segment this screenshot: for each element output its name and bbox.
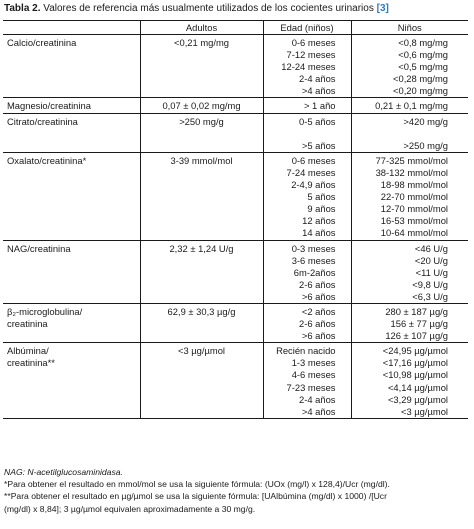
adult-value-cell — [140, 303, 263, 342]
child-value: 280 ± 187 µg/g — [385, 305, 448, 317]
parameter-cell — [3, 98, 140, 113]
table-caption — [4, 2, 389, 16]
spacer-line — [352, 128, 449, 140]
child-value: >420 mg/g — [403, 115, 448, 127]
age-range: Recién nacido — [276, 345, 336, 357]
citation-link[interactable]: [3] — [376, 3, 389, 14]
adult-value-cell — [140, 343, 263, 419]
parameter-name: creatinina** — [7, 357, 55, 369]
adult-value-cell — [140, 240, 263, 303]
child-value: <0,20 mg/mg — [393, 85, 448, 97]
parameter-name: creatinina — [7, 318, 48, 330]
parameter-name: Citrato/creatinina — [7, 115, 78, 127]
header-adults: Adultos — [140, 21, 263, 35]
child-value: <4,14 µg/µmol — [387, 381, 448, 393]
table-row — [3, 113, 468, 152]
caption-text: Valores de referencia más usualmente utilizados de los cocientes urinarios — [43, 3, 374, 14]
age-range: 14 años — [302, 227, 336, 239]
child-value: <9,8 U/g — [412, 278, 448, 290]
spacer-line — [264, 128, 336, 140]
child-value: 18-98 mmol/mol — [380, 179, 448, 191]
child-value: 77-325 mmol/mol — [375, 154, 448, 166]
child-value: <24,95 µg/µmol — [382, 345, 448, 357]
age-range: 7-12 meses — [286, 49, 336, 61]
child-value-cell — [351, 343, 468, 419]
table-row — [3, 98, 468, 113]
adult-value-cell — [140, 98, 263, 113]
table-row — [3, 35, 468, 98]
age-range: 12 años — [302, 215, 336, 227]
age-range: >4 años — [301, 85, 336, 97]
adult-value: 2,32 ± 1,24 U/g — [169, 242, 234, 254]
age-cell — [263, 303, 351, 342]
age-cell — [263, 240, 351, 303]
age-range: 5 años — [307, 191, 336, 203]
table-row — [3, 240, 468, 303]
caption-label: Tabla 2. — [4, 3, 41, 14]
child-value: 156 ± 77 µg/g — [390, 318, 448, 330]
adult-value: <0,21 mg/mg — [174, 37, 229, 48]
age-range: 0-6 meses — [291, 154, 336, 166]
adult-value: 62,9 ± 30,3 µg/g — [167, 305, 236, 317]
child-value: <0,6 mg/mg — [398, 49, 448, 61]
adult-value: 3-39 mmol/mol — [170, 154, 233, 166]
age-range: 2-4 años — [299, 393, 336, 405]
age-range: >6 años — [301, 290, 336, 302]
age-range: 12-24 meses — [281, 61, 336, 73]
age-range: 4-6 meses — [291, 369, 336, 381]
age-range: 1-3 meses — [291, 357, 336, 369]
child-value: <20 U/g — [414, 254, 448, 266]
parameter-cell — [3, 113, 140, 152]
parameter-cell — [3, 35, 140, 98]
parameter-cell — [3, 303, 140, 342]
age-range: 2-4 años — [299, 73, 336, 85]
child-value: 126 ± 107 µg/g — [385, 330, 448, 342]
adult-value: <3 µg/µmol — [177, 345, 226, 357]
child-value: <3,29 µg/µmol — [387, 393, 448, 405]
age-range: 3-6 meses — [291, 254, 336, 266]
header-parameter — [3, 21, 140, 35]
age-range: 7-23 meses — [286, 381, 336, 393]
child-value: <3 µg/µmol — [400, 405, 448, 417]
age-cell — [263, 98, 351, 113]
parameter-cell — [3, 152, 140, 240]
age-range: >6 años — [301, 330, 336, 342]
parameter-name: Albúmina/ — [7, 345, 49, 357]
age-range: 9 años — [307, 203, 336, 215]
age-cell — [263, 343, 351, 419]
header-children: Niños — [351, 21, 468, 35]
child-value: <6,3 U/g — [412, 290, 448, 302]
adult-value: 0,07 ± 0,02 mg/mg — [162, 100, 241, 112]
age-range: 0-5 años — [299, 115, 336, 127]
table-footnotes — [4, 466, 390, 515]
age-range: 2-6 años — [299, 278, 336, 290]
adult-value: >250 mg/g — [179, 115, 224, 127]
child-value: 16-53 mmol/mol — [380, 215, 448, 227]
table-header-row — [3, 21, 468, 35]
table-row — [3, 152, 468, 240]
age-cell — [263, 152, 351, 240]
adult-value-cell — [140, 152, 263, 240]
child-value: <10,98 µg/µmol — [382, 369, 448, 381]
child-value-cell — [351, 35, 468, 98]
age-range: >5 años — [301, 139, 336, 151]
age-range: 6m-2años — [293, 266, 336, 278]
table-row — [3, 343, 468, 419]
age-cell — [263, 35, 351, 98]
child-value: 10-64 mmol/mol — [380, 227, 448, 239]
abbreviation-note: NAG: N-acetilglucosaminidasa. — [4, 467, 123, 477]
parameter-cell — [3, 240, 140, 303]
age-range: 0-3 meses — [291, 242, 336, 254]
reference-values-table — [3, 20, 468, 419]
child-value: <17,16 µg/µmol — [382, 357, 448, 369]
adult-value-cell — [140, 113, 263, 152]
age-range: 7-24 meses — [286, 166, 336, 178]
age-range: <2 años — [301, 305, 336, 317]
child-value: <46 U/g — [414, 242, 448, 254]
parameter-cell — [3, 343, 140, 419]
header-age-children: Edad (niños) — [263, 21, 351, 35]
child-value: <11 U/g — [415, 266, 448, 278]
child-value-cell — [351, 303, 468, 342]
child-value-cell — [351, 152, 468, 240]
table-row — [3, 303, 468, 342]
child-value-cell — [351, 113, 468, 152]
age-range: >4 años — [301, 405, 336, 417]
adult-value-cell — [140, 35, 263, 98]
footnote-oxalate: *Para obtener el resultado en mmol/mol se usa la siguiente fórmula: (UOx (mg/l) x 128,4)/Ucr (mg/dl). — [4, 479, 390, 490]
parameter-name: β₂-microglobulina/ — [7, 305, 83, 317]
age-range: 0-6 meses — [291, 37, 336, 48]
child-value: 0,21 ± 0,1 mg/mg — [375, 100, 448, 112]
child-value: >250 mg/g — [403, 139, 448, 151]
child-value: 22-70 mmol/mol — [380, 191, 448, 203]
child-value: <0,5 mg/mg — [398, 61, 448, 73]
parameter-name: NAG/creatinina — [7, 242, 71, 254]
parameter-name: Oxalato/creatinina* — [7, 154, 87, 166]
footnote-albumin-line-2: (mg/dl) x 8,84]; 3 µg/µmol equivalen aproximadamente a 30 mg/g. — [4, 503, 256, 514]
age-range: > 1 año — [303, 100, 336, 112]
child-value-cell — [351, 98, 468, 113]
child-value-cell — [351, 240, 468, 303]
age-range: 2-6 años — [299, 318, 336, 330]
child-value: <0,8 mg/mg — [398, 37, 448, 48]
parameter-name: Calcio/creatinina — [7, 37, 77, 48]
child-value: 38-132 mmol/mol — [375, 166, 448, 178]
age-cell — [263, 113, 351, 152]
child-value: 12-70 mmol/mol — [380, 203, 448, 215]
parameter-name: Magnesio/creatinina — [7, 100, 91, 112]
footnote-albumin-line-1: **Para obtener el resultado en µg/µmol se usa la siguiente fórmula: [UAlbúmina (mg/dl) x 1000) /[Ucr — [4, 491, 387, 502]
child-value: <0,28 mg/mg — [393, 73, 448, 85]
age-range: 2-4,9 años — [291, 179, 336, 191]
